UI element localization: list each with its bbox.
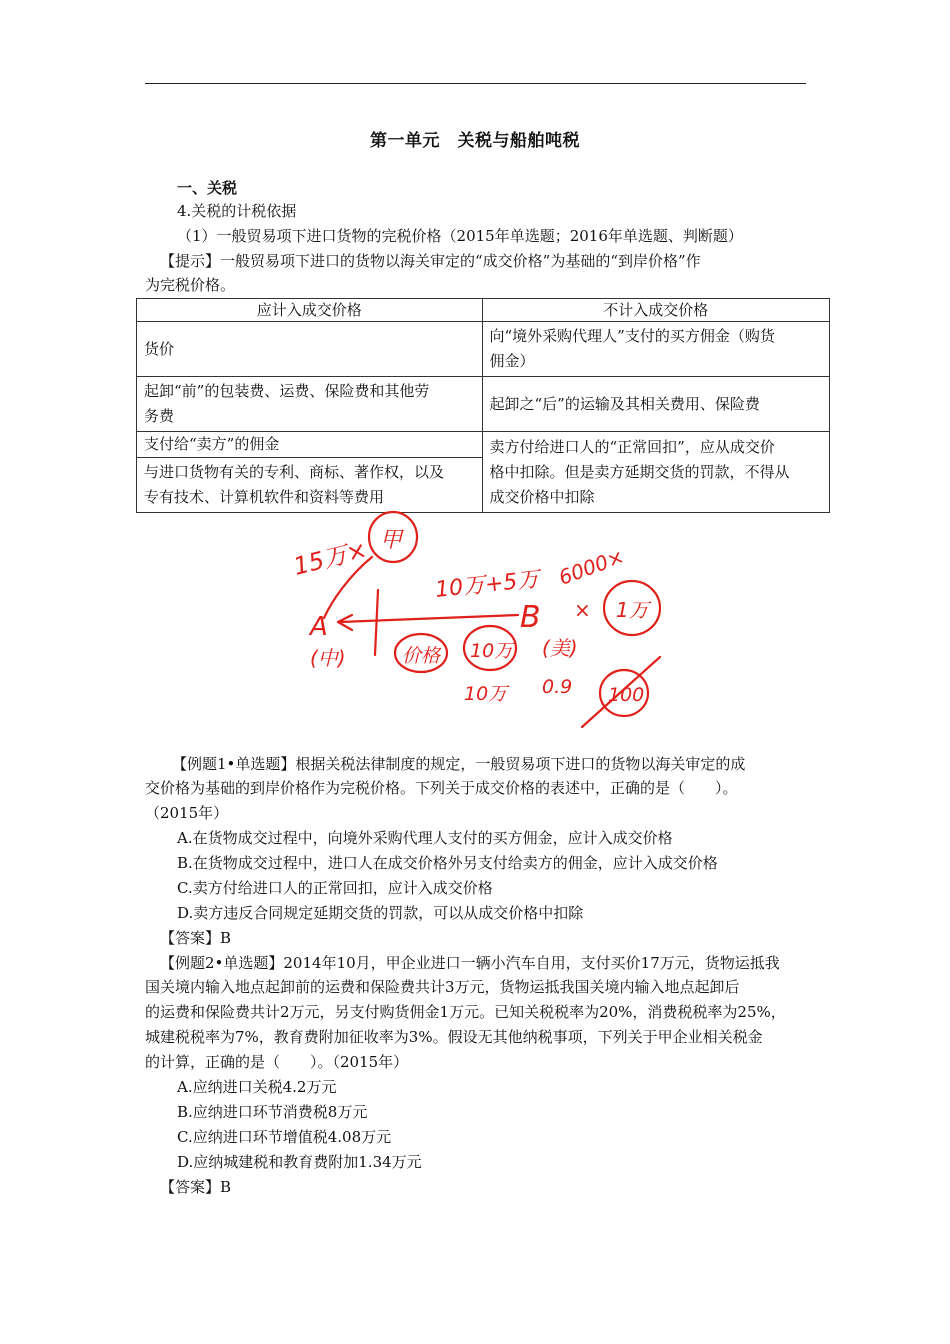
example1-answer: 【答案】B xyxy=(160,929,232,947)
hint-line-1: 【提示】一般贸易项下进口的货物以海关审定的“成交价格”为基础的“到岸价格”作 xyxy=(160,252,701,270)
hw-text: 100 xyxy=(608,684,645,706)
option-b: B.在货物成交过程中，进口人在成交价格外另支付给卖方的佣金，应计入成交价格 xyxy=(177,854,718,872)
hw-text: 10万 xyxy=(470,640,514,662)
example1-year: （2015年） xyxy=(145,804,229,822)
top-rule xyxy=(145,83,806,84)
point-1: （1）一般贸易项下进口货物的完税价格（2015年单选题；2016年单选题、判断题） xyxy=(177,227,743,245)
hw-text: 0.9 xyxy=(542,676,573,698)
table-cell: 支付给“卖方”的佣金 xyxy=(137,432,483,458)
hw-text: (中) xyxy=(310,646,346,670)
table-row xyxy=(137,432,830,458)
table-cell: 向“境外采购代理人”支付的买方佣金（购货 佣金） xyxy=(482,322,830,377)
hw-text: B xyxy=(520,600,541,635)
option-d: D.卖方违反合同规定延期交货的罚款，可以从成交价格中扣除 xyxy=(177,904,584,922)
table-cell: 起卸之“后”的运输及其相关费用、保险费 xyxy=(482,377,830,432)
example2-stem-line: 的运费和保险费共计2万元，另支付购货佣金1万元。已知关税税率为20%，消费税税率为25%， xyxy=(145,1003,786,1021)
hw-text: × xyxy=(574,598,591,622)
example2-stem-line: 国关境内输入地点起卸前的运费和保险费共计3万元，货物运抵我国关境内输入地点起卸后 xyxy=(145,978,740,996)
hw-text: 10万 xyxy=(464,683,508,705)
example2-stem-line: 的计算，正确的是（ ）。（2015年） xyxy=(145,1053,409,1071)
table-header: 不计入成交价格 xyxy=(482,299,830,322)
hw-tick xyxy=(375,590,378,655)
subsection-heading: 4.关税的计税依据 xyxy=(177,202,297,220)
example1-stem-line1: 【例题1•单选题】根据关税法律制度的规定，一般贸易项下进口的货物以海关审定的成 xyxy=(172,755,746,773)
table-cell: 货价 xyxy=(137,322,483,377)
page-title: 第一单元 关税与船舶吨税 xyxy=(370,131,580,151)
table-row xyxy=(137,377,830,432)
option-b: B.应纳进口环节消费税8万元 xyxy=(177,1103,368,1121)
example2-stem-line: 城建税税率为7%，教育费附加征收率为3%。假设无其他纳税事项，下列关于甲企业相关税金 xyxy=(145,1028,763,1046)
hw-text: 甲 xyxy=(380,528,403,553)
valuation-table xyxy=(136,298,830,513)
section-heading: 一、关税 xyxy=(177,179,238,197)
hw-text: 价格 xyxy=(402,645,441,667)
hw-text: 15万× xyxy=(290,535,370,581)
example2-stem-line: 【例题2•单选题】2014年10月，甲企业进口一辆小汽车自用，支付买价17万元，货物运抵我 xyxy=(160,954,780,972)
option-c: C.卖方付给进口人的正常回扣，应计入成交价格 xyxy=(177,879,493,897)
hw-arrow-line xyxy=(340,615,518,622)
option-a: A.在货物成交过程中，向境外采购代理人支付的买方佣金，应计入成交价格 xyxy=(177,829,673,847)
table-header: 应计入成交价格 xyxy=(137,299,483,322)
option-d: D.应纳城建税和教育费附加1.34万元 xyxy=(177,1153,422,1171)
hw-text: 1万 xyxy=(616,598,649,622)
table-cell: 起卸“前”的包装费、运费、保险费和其他劳 务费 xyxy=(137,377,483,432)
example1-stem-line2: 交价格为基础的到岸价格作为完税价格。下列关于成交价格的表述中，正确的是（ ）。 xyxy=(145,779,738,797)
handwritten-annotation xyxy=(280,505,700,730)
table-row xyxy=(137,322,830,377)
hw-text: (美) xyxy=(542,636,578,660)
hint-line-2: 为完税价格。 xyxy=(145,276,236,294)
example2-answer: 【答案】B xyxy=(160,1178,232,1196)
table-cell: 卖方付给进口人的“正常回扣”，应从成交价 格中扣除。但是卖方延期交货的罚款，不得从 成交价格中扣除 xyxy=(482,432,830,513)
option-a: A.应纳进口关税4.2万元 xyxy=(177,1078,337,1096)
hw-text: 6000× xyxy=(555,544,628,590)
hw-text: A xyxy=(310,612,328,642)
option-c: C.应纳进口环节增值税4.08万元 xyxy=(177,1128,392,1146)
hw-text: 10万+5万 xyxy=(434,567,541,603)
table-header-row xyxy=(137,299,830,322)
table-cell: 与进口货物有关的专利、商标、著作权，以及 专有技术、计算机软件和资料等费用 xyxy=(137,458,483,513)
